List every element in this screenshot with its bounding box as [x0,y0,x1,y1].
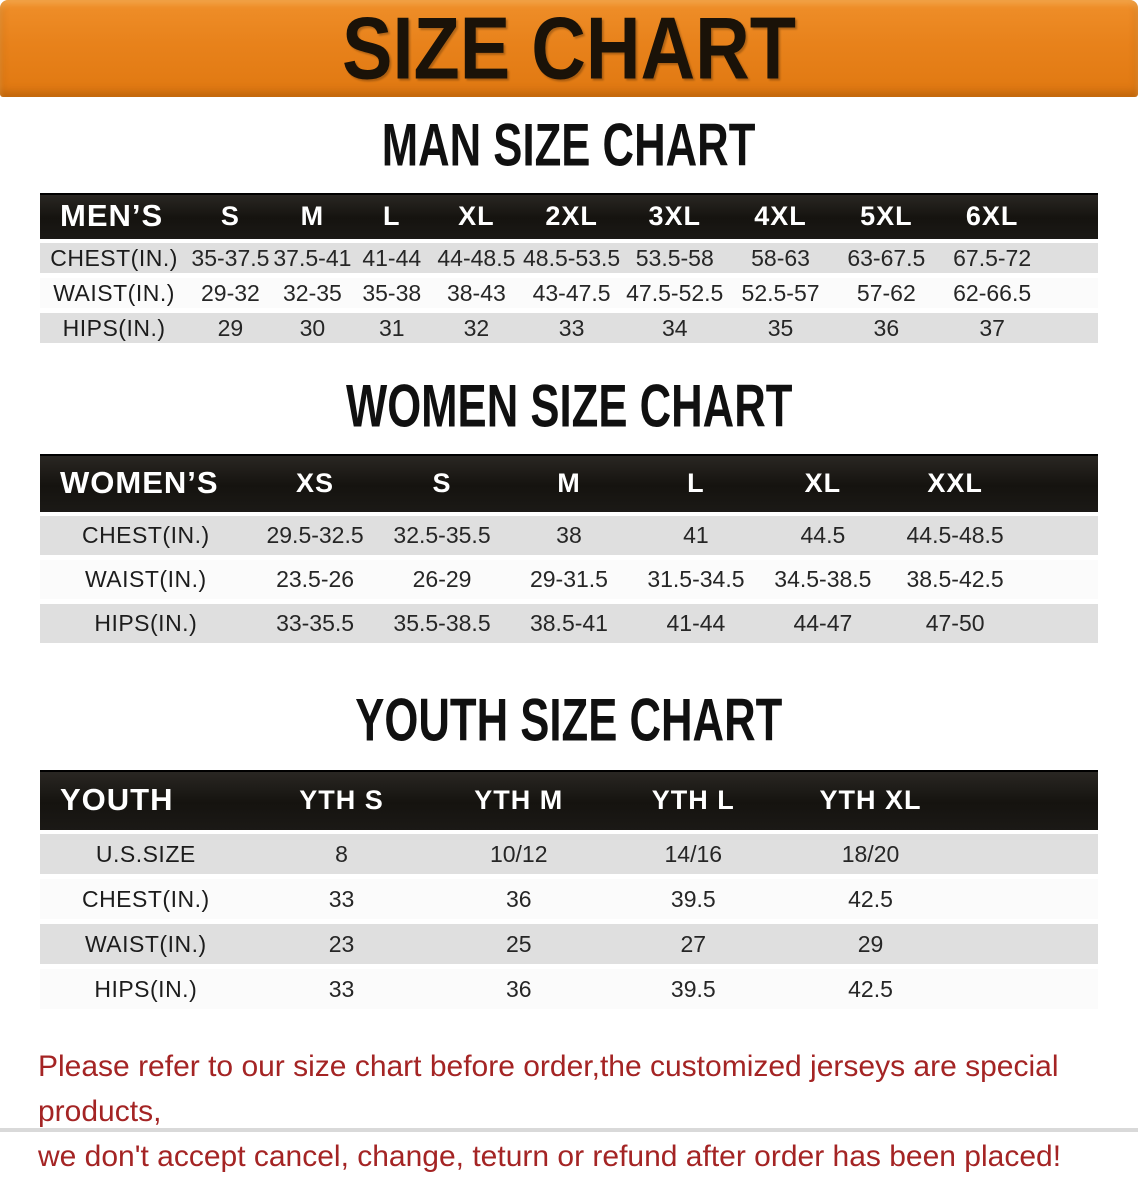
measurement-value: 29.5-32.5 [252,516,379,560]
measurement-value: 37 [939,313,1045,348]
size-column-header: S [188,193,273,243]
measurement-value: 26-29 [379,560,506,604]
measurement-value: 18/20 [781,834,961,879]
row-filler-cell [1045,278,1098,313]
measurement-value: 32-35 [273,278,352,313]
row-filler-cell [960,924,1098,969]
measurement-row [40,278,1098,313]
measurement-value: 33 [521,313,622,348]
youth-chart-heading: YOUTH SIZE CHART [355,684,783,754]
measurement-value: 14/16 [606,834,781,879]
measurement-row [40,560,1098,604]
size-column-header: M [506,454,633,516]
table-corner-label: MEN’S [40,193,188,243]
youth-size-chart-section [0,684,1138,1014]
size-header-row [40,193,1098,243]
womens-size-table [40,454,1098,648]
size-column-header: 3XL [622,193,728,243]
measurement-value: 30 [273,313,352,348]
measurement-value: 23.5-26 [252,560,379,604]
measurement-value: 44-47 [759,604,886,648]
measurement-value: 35 [728,313,834,348]
size-column-header: XXL [886,454,1024,516]
row-filler-cell [1045,313,1098,348]
measurement-row [40,313,1098,348]
size-column-header: XS [252,454,379,516]
measurement-value: 36 [833,313,939,348]
man-chart-heading: MAN SIZE CHART [382,109,756,179]
size-column-header: 4XL [728,193,834,243]
row-label: WAIST(IN.) [40,560,252,604]
row-filler-cell [960,879,1098,924]
measurement-value: 8 [252,834,432,879]
row-filler-cell [1024,604,1098,648]
measurement-value: 44.5-48.5 [886,516,1024,560]
measurement-value: 43-47.5 [521,278,622,313]
row-label: WAIST(IN.) [40,278,188,313]
disclaimer-line-1: Please refer to our size chart before order,the customized jerseys are special products, [38,1050,1059,1128]
size-column-header: 2XL [521,193,622,243]
measurement-row [40,604,1098,648]
row-label: CHEST(IN.) [40,243,188,278]
size-chart-banner [0,0,1138,97]
measurement-value: 35-38 [352,278,431,313]
measurement-value: 29 [188,313,273,348]
row-label: U.S.SIZE [40,834,252,879]
measurement-value: 42.5 [781,969,961,1014]
measurement-value: 29-32 [188,278,273,313]
row-label: CHEST(IN.) [40,879,252,924]
measurement-value: 38 [506,516,633,560]
size-column-header: YTH S [252,770,432,834]
size-column-header: L [632,454,759,516]
measurement-value: 41 [632,516,759,560]
table-corner-label: WOMEN’S [40,454,252,516]
measurement-value: 36 [431,969,606,1014]
measurement-value: 27 [606,924,781,969]
row-filler-cell [1024,560,1098,604]
size-column-header: M [273,193,352,243]
measurement-row [40,834,1098,879]
mens-size-table [40,193,1098,348]
size-column-header: XL [431,193,521,243]
row-filler-cell [960,969,1098,1014]
measurement-value: 57-62 [833,278,939,313]
man-size-chart-section [0,109,1138,348]
size-header-row [40,770,1098,834]
measurement-value: 31.5-34.5 [632,560,759,604]
measurement-value: 38.5-42.5 [886,560,1024,604]
row-label: HIPS(IN.) [40,604,252,648]
size-column-header: YTH M [431,770,606,834]
row-label: WAIST(IN.) [40,924,252,969]
measurement-value: 33-35.5 [252,604,379,648]
measurement-value: 44-48.5 [431,243,521,278]
measurement-value: 32.5-35.5 [379,516,506,560]
measurement-row [40,879,1098,924]
measurement-row [40,516,1098,560]
size-column-header: YTH L [606,770,781,834]
measurement-row [40,924,1098,969]
measurement-value: 23 [252,924,432,969]
measurement-value: 48.5-53.5 [521,243,622,278]
measurement-value: 58-63 [728,243,834,278]
measurement-row [40,969,1098,1014]
measurement-value: 34.5-38.5 [759,560,886,604]
measurement-value: 47-50 [886,604,1024,648]
measurement-row [40,243,1098,278]
measurement-value: 34 [622,313,728,348]
measurement-value: 29 [781,924,961,969]
measurement-value: 33 [252,969,432,1014]
measurement-value: 31 [352,313,431,348]
women-chart-heading: WOMEN SIZE CHART [345,370,793,440]
measurement-value: 42.5 [781,879,961,924]
bottom-edge-divider [0,1128,1138,1132]
measurement-value: 39.5 [606,879,781,924]
header-filler-cell [1045,193,1098,243]
size-column-header: 5XL [833,193,939,243]
size-column-header: L [352,193,431,243]
measurement-value: 39.5 [606,969,781,1014]
row-label: CHEST(IN.) [40,516,252,560]
size-column-header: 6XL [939,193,1045,243]
measurement-value: 33 [252,879,432,924]
disclaimer-line-2: we don't accept cancel, change, teturn or refund after order has been placed! [38,1140,1062,1173]
measurement-value: 38-43 [431,278,521,313]
row-label: HIPS(IN.) [40,969,252,1014]
measurement-value: 25 [431,924,606,969]
size-column-header: S [379,454,506,516]
row-filler-cell [960,834,1098,879]
measurement-value: 53.5-58 [622,243,728,278]
measurement-value: 38.5-41 [506,604,633,648]
row-filler-cell [1024,516,1098,560]
measurement-value: 63-67.5 [833,243,939,278]
measurement-value: 29-31.5 [506,560,633,604]
measurement-value: 67.5-72 [939,243,1045,278]
measurement-value: 35-37.5 [188,243,273,278]
table-corner-label: YOUTH [40,770,252,834]
measurement-value: 47.5-52.5 [622,278,728,313]
size-header-row [40,454,1098,516]
measurement-value: 62-66.5 [939,278,1045,313]
women-size-chart-section [0,370,1138,648]
header-filler-cell [1024,454,1098,516]
measurement-value: 44.5 [759,516,886,560]
row-filler-cell [1045,243,1098,278]
measurement-value: 41-44 [352,243,431,278]
measurement-value: 32 [431,313,521,348]
measurement-value: 52.5-57 [728,278,834,313]
measurement-value: 41-44 [632,604,759,648]
row-label: HIPS(IN.) [40,313,188,348]
order-disclaimer [38,1044,1118,1179]
measurement-value: 35.5-38.5 [379,604,506,648]
measurement-value: 37.5-41 [273,243,352,278]
banner-title: SIZE CHART [341,0,797,98]
measurement-value: 36 [431,879,606,924]
size-column-header: YTH XL [781,770,961,834]
measurement-value: 10/12 [431,834,606,879]
youth-size-table [40,770,1098,1014]
header-filler-cell [960,770,1098,834]
size-column-header: XL [759,454,886,516]
